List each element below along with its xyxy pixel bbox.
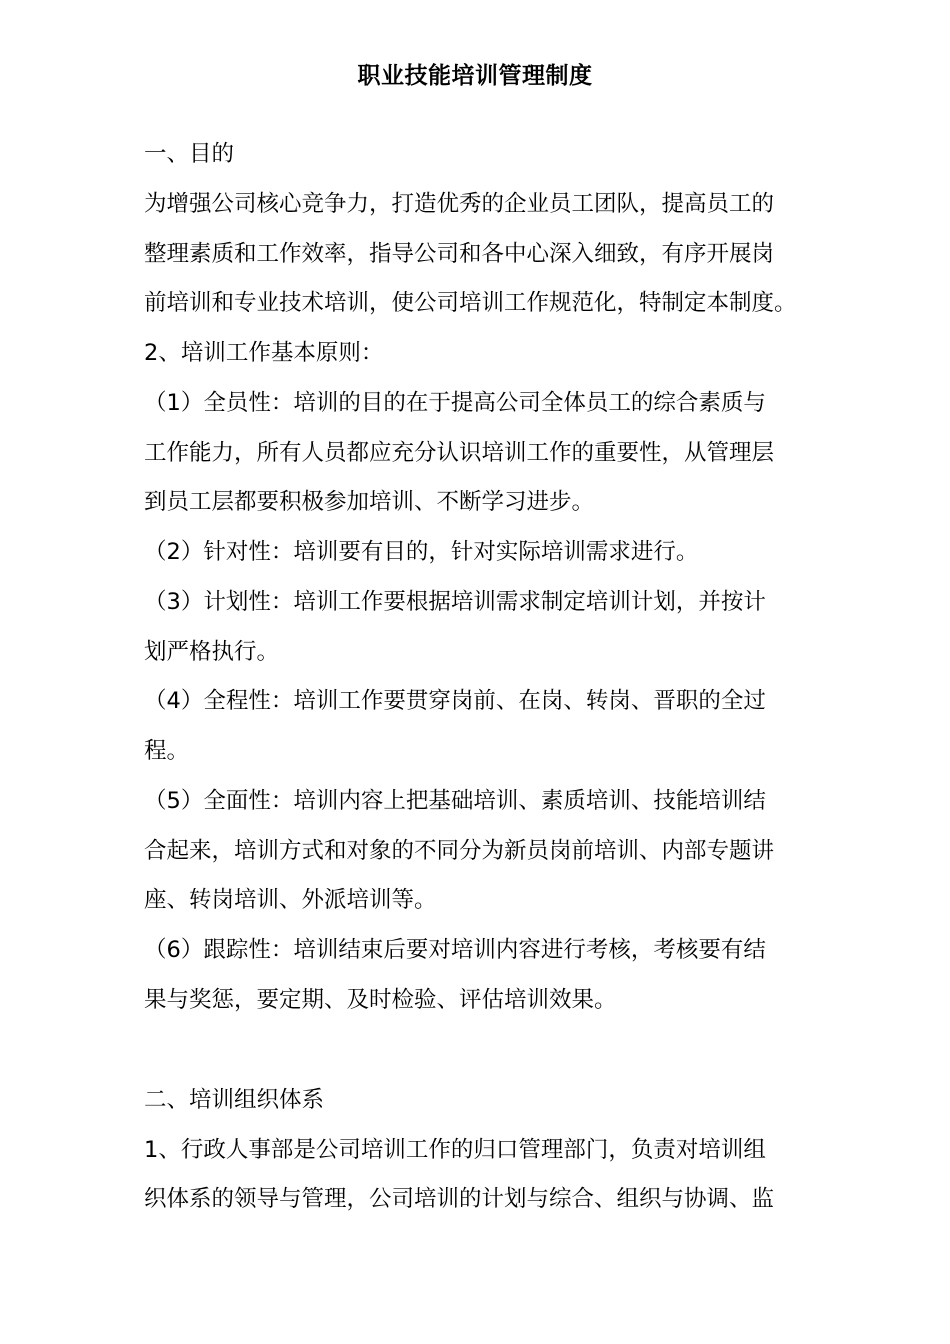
paragraph-line: （3）计划性：培训工作要根据培训需求制定培训计划，并按计 xyxy=(144,589,766,615)
section-heading-organization: 二、培训组织体系 xyxy=(144,1087,325,1113)
paragraph-line: 到员工层都要积极参加培训、不断学习进步。 xyxy=(144,489,595,515)
paragraph-line: （5）全面性：培训内容上把基础培训、素质培训、技能培训结 xyxy=(144,788,766,814)
paragraph-line: 果与奖惩，要定期、及时检验、评估培训效果。 xyxy=(144,987,617,1013)
paragraph-line: （1）全员性：培训的目的在于提高公司全体员工的综合素质与 xyxy=(144,390,766,416)
paragraph-line: 为增强公司核心竞争力，打造优秀的企业员工团队，提高员工的 xyxy=(144,191,775,217)
paragraph-line: 合起来，培训方式和对象的不同分为新员岗前培训、内部专题讲 xyxy=(144,838,775,864)
paragraph-line: 工作能力，所有人员都应充分认识培训工作的重要性，从管理层 xyxy=(144,440,775,466)
subheading-principles: 2、培训工作基本原则： xyxy=(144,340,384,366)
paragraph-line: 织体系的领导与管理，公司培训的计划与综合、组织与协调、监 xyxy=(144,1186,775,1212)
paragraph-line: （2）针对性：培训要有目的，针对实际培训需求进行。 xyxy=(144,539,699,565)
section-heading-purpose: 一、目的 xyxy=(144,141,235,167)
paragraph-line: （6）跟踪性：培训结束后要对培训内容进行考核，考核要有结 xyxy=(144,937,766,963)
paragraph-line: 座、转岗培训、外派培训等。 xyxy=(144,887,437,913)
paragraph-line: 前培训和专业技术培训，使公司培训工作规范化，特制定本制度。 xyxy=(144,290,797,316)
paragraph-line: （4）全程性：培训工作要贯穿岗前、在岗、转岗、晋职的全过 xyxy=(144,688,766,714)
paragraph-line: 1、行政人事部是公司培训工作的归口管理部门，负责对培训组 xyxy=(144,1137,766,1163)
paragraph-line: 划严格执行。 xyxy=(144,639,280,665)
document-title: 职业技能培训管理制度 xyxy=(357,63,593,89)
paragraph-line: 整理素质和工作效率，指导公司和各中心深入细致，有序开展岗 xyxy=(144,241,775,267)
paragraph-line: 程。 xyxy=(144,738,190,764)
